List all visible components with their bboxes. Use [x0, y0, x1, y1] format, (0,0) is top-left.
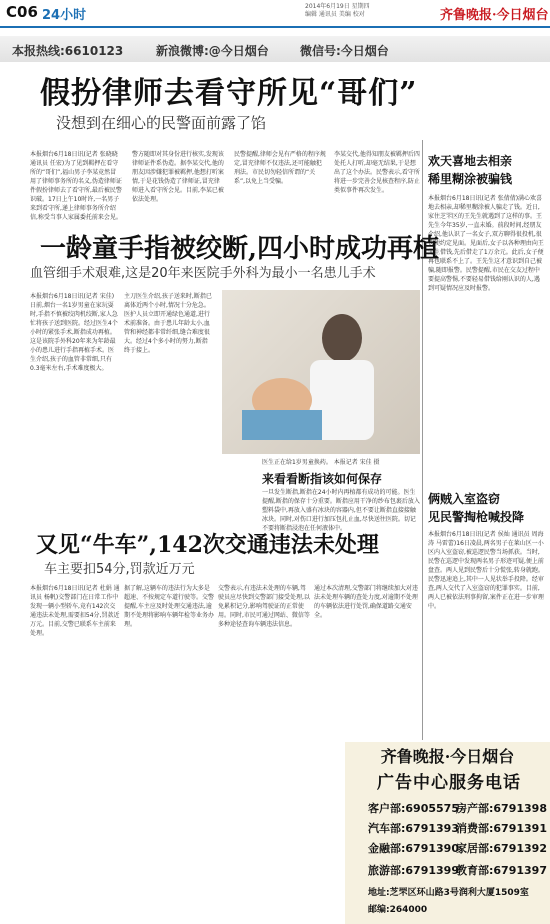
story3-col2: 据了解,这辆车的违法行为大多是超速、不按规定车道行驶等。交警提醒,车主应及时处理交通违法,逾期不处理将影响车辆年检等业务办理。: [124, 585, 214, 628]
story2-col1: 本报烟台6月18日讯(记者 宋佳)日前,烟台一名1岁男童在家玩耍时,手指不慎被绞肉机绞断,家人急忙将孩子送到医院。经过医生4个小时的紧张手术,断指成功再植。这是该院手外科20年来为年龄最小的患儿进行手指再植手术。医生介绍,孩子的血管非常细,只有0.3毫米左右,手术难度极大。: [30, 293, 118, 372]
ad-phone-travel: 旅游部:6791399: [368, 864, 459, 877]
ad-title: 广告中心服务电话: [377, 773, 521, 793]
story3-col1: 本报烟台6月18日讯(记者 杜娟 通讯员 杨帆)交警部门在日常工作中发现一辆小型轿车,竟有142次交通违法未处理,需要扣54分,罚款近万元。目前,交警已联系车主前来处理。: [30, 585, 120, 637]
ad-phone-finance: 金融部:6791390: [368, 842, 459, 855]
ad-address: 地址:芝罘区环山路3号润利大厦1509室: [368, 888, 529, 898]
side2-title-line2: 见民警掏枪喊投降: [428, 510, 525, 524]
ad-zipcode: 邮编:264000: [368, 905, 428, 915]
side2-text: 本报烟台6月18日讯(记者 侯灿 通讯员 周海涛 马雷蕾)16日凌晨,两名男子在莱山区一小区内入室盗窃,被巡逻民警当场抓获。当时,民警在巡逻中发现两名男子形迹可疑,便上前盘查。两人见到民警后十分慌张,转身就跑。民警迅速追上,其中一人见状举手投降。经审查,两人交代了入室盗窃的犯罪事实。目前,两人已被依法刑事拘留,案件正在进一步审理中。: [428, 531, 544, 610]
section-name: 24小时: [42, 8, 87, 23]
story1-col2: 警方随即对其身份进行核实,发现该律师证件系伪造。据李某交代,他的朋友因涉嫌犯罪被羁押,他想打听案情,于是花钱伪造了律师证,冒充律师进入看守所会见。目前,李某已被依法处理。: [132, 151, 224, 203]
page-number: C06: [6, 3, 38, 21]
ad-phone-customer: 客户部:6905575: [368, 802, 459, 815]
box-text: 一旦发生断指,断指在24小时内再植都有成功的可能。医生提醒,断指的保存十分重要。断指应用干净的纱布包裹后放入塑料袋中,再放入盛有冰块的容器内,但不要让断指直接接触冰块。同时,对伤口进行加压包扎止血,尽快送往医院。切记不要将断指浸泡在任何液体中。: [262, 489, 420, 532]
side2-title-line1: 俩贼入室盗窃: [428, 492, 501, 506]
news-photo: [222, 290, 420, 454]
side1-title-line2: 稀里糊涂被骗钱: [428, 172, 513, 186]
doctor-child-image: [222, 290, 420, 454]
ad-phone-consumer: 消费部:6791391: [456, 822, 547, 835]
story2-subtitle: 血管细手术艰难,这是20年来医院手外科为最小一名患儿手术: [30, 266, 376, 281]
masthead-brand: 齐鲁晚报·今日烟台: [440, 8, 549, 23]
story1-col4: 李某交代,他得知朋友被羁押后四处托人打听,却毫无结果,于是想出了这个办法。民警表示,看守所将进一步完善会见核查程序,防止类似事件再次发生。: [334, 151, 420, 194]
story3-col3: 交警表示,有违法未处理的车辆,驾驶员应尽快到交警部门接受处理,以免累积记分,影响驾驶证的正常使用。同时,市民可通过网站、微信等多种途径查询车辆违法信息。: [218, 585, 310, 628]
story1-col1: 本报烟台6月18日讯(记者 张晓晓 通讯员 任宏)为了见到羁押在看守所的“哥们”,福山男子李某竟然冒用了律师事务所的名义,伪造律师证件假扮律师去了看守所,最后被民警识破。17日上午10时许,一名男子来到看守所,递上律师事务所介绍信,称受当事人家属委托前来会见。: [30, 151, 122, 220]
side1-text: 本报烟台6月18日讯(记者 张倩倩)满心欢喜地去相亲,却稀里糊涂被人骗走了钱。近日,家住芝罘区的王先生就遇到了这样的事。王先生今年35岁,一直未婚。前段时间,经朋友介绍,他认识了一名女子,双方聊得很投机,很快便约定见面。见面后,女子以各种理由向王先生借钱,先后借走了1万余元。此后,女子便再也联系不上了。王先生这才意识到自己被骗,随即报警。民警提醒,市民在交友过程中要提高警惕,不要轻易借钱给刚认识的人,遇到可疑情况应及时报警。: [428, 195, 544, 292]
weixin-id: 微信号:今日烟台: [300, 44, 389, 58]
ad-phone-education: 教育部:6791397: [456, 864, 547, 877]
weibo-link[interactable]: 新浪微博:@今日烟台: [156, 44, 269, 58]
story2-title: 一龄童手指被绞断,四小时成功再植: [40, 234, 440, 264]
story1-title: 假扮律师去看守所见“哥们”: [40, 76, 418, 111]
ad-phone-realestate: 房产部:6791398: [456, 802, 547, 815]
hotline-bar: [0, 36, 550, 62]
side1-title: [428, 152, 544, 188]
story2-col2: 主刀医生介绍,孩子送来时,断指已离体近两个小时,情况十分危急。医护人员立即开通绿色通道,进行术前准备。由于患儿年龄太小,血管和神经都非常纤细,缝合难度很大。经过4个多小时的努力,断指终于接上。: [124, 293, 212, 354]
ad-brand: 齐鲁晚报·今日烟台: [380, 747, 515, 766]
story3-col4: 通过本次清理,交警部门将继续加大对违法未处理车辆的查处力度,对逾期不处理的车辆依法进行处罚,确保道路交通安全。: [314, 585, 418, 619]
story1-col3: 民警提醒,律师会见有严格的程序规定,冒充律师不仅违法,还可能触犯刑法。市民切勿轻信所谓的“关系”,以免上当受骗。: [234, 151, 326, 185]
date-editors: 2014年6月19日 星期四 编辑 通讯员 美编 校对: [305, 3, 370, 18]
story3-title: 又见“牛车”,142次交通违法未处理: [36, 532, 379, 558]
story1-subtitle: 没想到在细心的民警面前露了馅: [56, 114, 267, 132]
ad-phone-auto: 汽车部:6791393: [368, 822, 459, 835]
side1-title-line1: 欢天喜地去相亲: [428, 154, 513, 168]
ad-phone-home: 家居部:6791392: [456, 842, 547, 855]
side2-title: [428, 490, 544, 526]
story3-subtitle: 车主要扣54分,罚款近万元: [44, 562, 195, 577]
box-title: 来看看断指该如何保存: [262, 472, 383, 486]
photo-caption: 医生正在给1岁男童换药。 本报记者 宋佳 摄: [262, 459, 380, 466]
hotline-phone: 本报热线:6610123: [12, 44, 124, 58]
